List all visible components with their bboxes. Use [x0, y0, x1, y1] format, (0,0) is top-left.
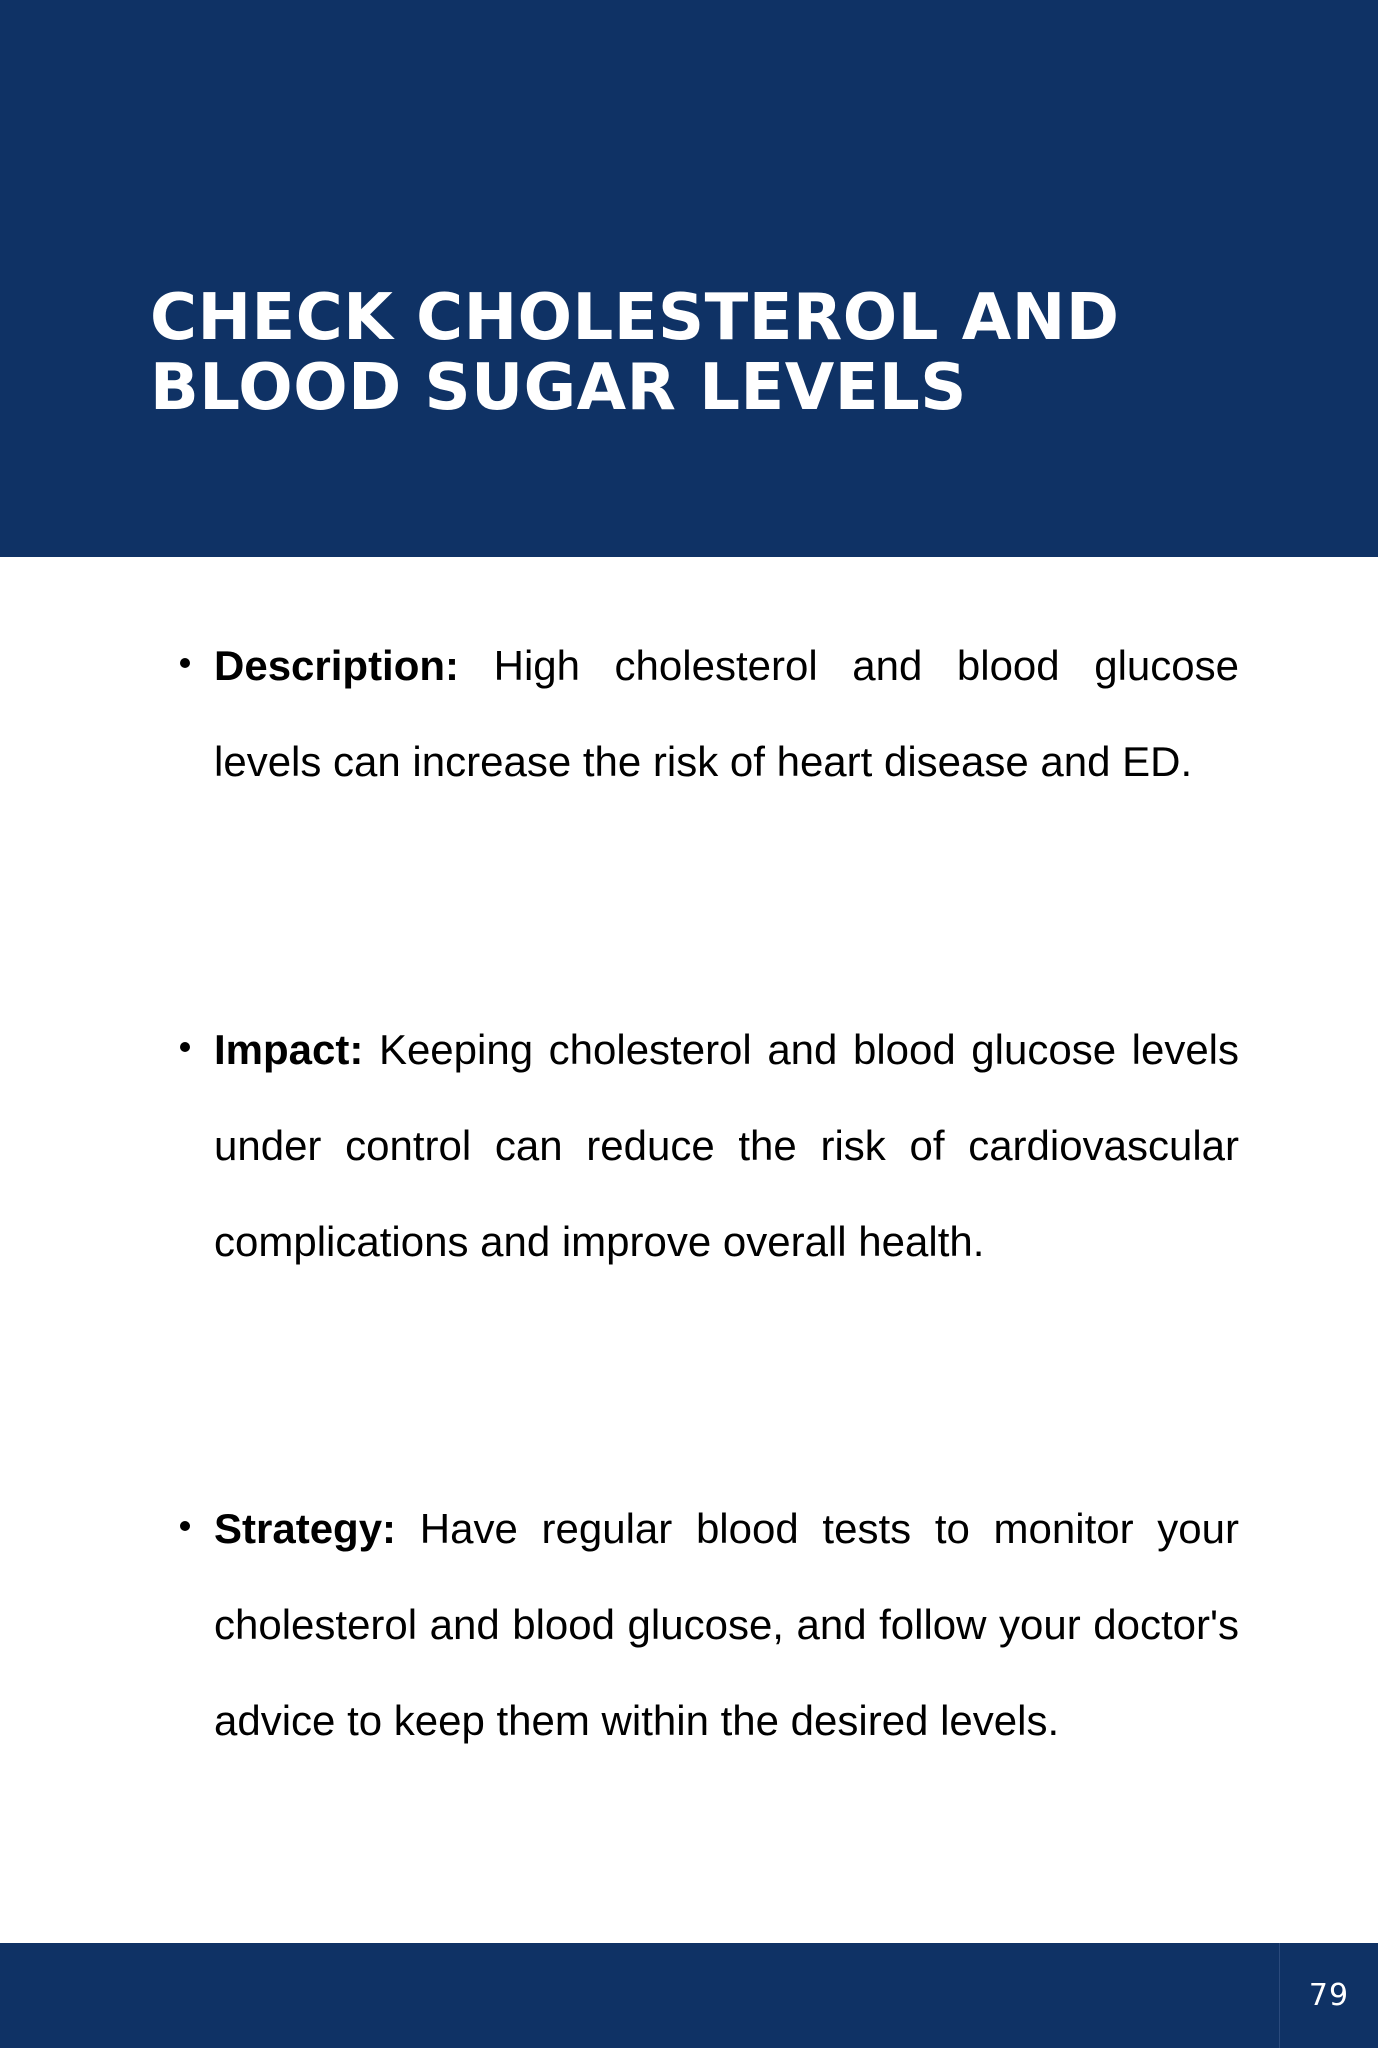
- bullet-dot-icon: [180, 1042, 190, 1052]
- bullet-item-strategy: [214, 1481, 1239, 1769]
- bullet-item-impact: [214, 1002, 1239, 1290]
- page-title-line-1: CHECK CHOLESTEROL AND: [150, 281, 1120, 355]
- bullet-label: Description:: [214, 642, 460, 689]
- bullet-text: Have regular blood tests to monitor your cholesterol and blood glucose, and follow your doctor's advice to keep them within the desired levels.: [214, 1505, 1239, 1744]
- page-title: [150, 283, 1250, 423]
- bullet-dot-icon: [180, 1521, 190, 1531]
- header-banner: [0, 0, 1378, 557]
- footer-bar: [0, 1943, 1378, 2048]
- bullet-dot-icon: [180, 658, 190, 668]
- bullet-label: Strategy:: [214, 1505, 397, 1552]
- bullet-label: Impact:: [214, 1026, 364, 1073]
- page-title-line-2: BLOOD SUGAR LEVELS: [150, 351, 967, 425]
- page-number-box: [1279, 1943, 1378, 2048]
- bullet-text: High cholesterol and blood glucose levels can increase the risk of heart disease and ED.: [214, 642, 1239, 785]
- bullet-text: Keeping cholesterol and blood glucose levels under control can reduce the risk of cardiovascular complications and improve overall health.: [214, 1026, 1240, 1265]
- bullet-item-description: [214, 618, 1239, 810]
- page-number: 79: [1308, 1978, 1350, 2013]
